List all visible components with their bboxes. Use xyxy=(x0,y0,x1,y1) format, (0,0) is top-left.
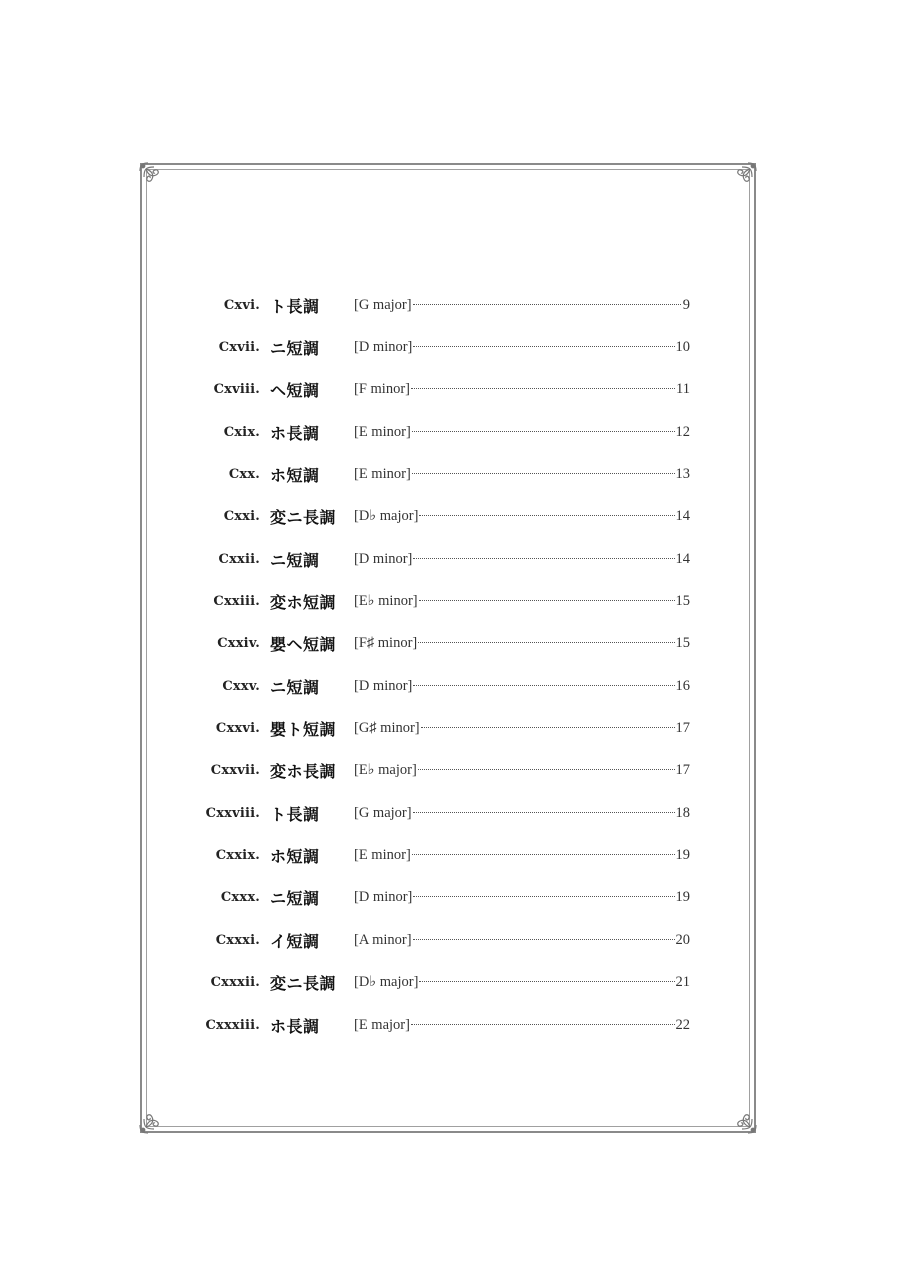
toc-entry-number: Cxxvii. xyxy=(210,763,260,779)
toc-entry-key-japanese: ト長調 xyxy=(270,804,320,824)
toc-entry-line xyxy=(354,847,690,864)
toc-entry-line xyxy=(354,424,690,441)
toc-entry-line xyxy=(354,1017,690,1034)
toc-entry-line xyxy=(354,762,690,779)
toc-entry-key-english: [E♭ major] xyxy=(354,762,417,779)
toc-entry-number: Cxxxiii. xyxy=(205,1017,260,1033)
dot-leader xyxy=(413,346,674,347)
toc-entry-key-japanese: ヘ短調 xyxy=(270,381,320,401)
dot-leader xyxy=(419,515,674,516)
toc-entry-key-english: [D minor] xyxy=(354,889,413,906)
toc-entry-page-number: 12 xyxy=(675,423,690,440)
toc-entry-key-japanese: ニ短調 xyxy=(270,339,320,359)
toc-entry-page-number: 15 xyxy=(675,593,690,610)
toc-entry-number: Cxxx. xyxy=(220,890,260,906)
toc-entry-key-english: [E minor] xyxy=(354,466,411,483)
toc-entry[interactable] xyxy=(190,750,690,792)
toc-entry-page-number: 21 xyxy=(675,974,690,991)
toc-entry-number: Cxxix. xyxy=(215,848,260,864)
toc-entry-line xyxy=(354,297,690,314)
toc-entry-key-english: [F♯ minor] xyxy=(354,635,418,652)
toc-entry[interactable] xyxy=(190,496,690,538)
toc-entry-key-japanese: 変ホ長調 xyxy=(270,762,337,782)
toc-entry-page-number: 17 xyxy=(675,720,690,737)
toc-entry-line xyxy=(354,889,690,906)
toc-entry-key-english: [E minor] xyxy=(354,423,411,440)
toc-entry-key-japanese: ニ短調 xyxy=(270,550,320,570)
toc-entry-key-japanese: 変ニ長調 xyxy=(270,974,337,994)
toc-entry-key-japanese: ホ短調 xyxy=(270,847,320,867)
toc-entry-page-number: 11 xyxy=(676,381,690,398)
toc-entry-key-japanese: 変ニ長調 xyxy=(270,508,337,528)
corner-ornament-icon xyxy=(724,1101,758,1135)
toc-entry-line xyxy=(354,551,690,568)
toc-entry-line xyxy=(354,635,690,652)
toc-entry-page-number: 9 xyxy=(682,296,690,313)
dot-leader xyxy=(419,600,675,601)
corner-ornament-icon xyxy=(724,161,758,195)
toc-entry[interactable] xyxy=(190,792,690,834)
toc-entry-number: Cxix. xyxy=(223,424,260,440)
corner-ornament-icon xyxy=(138,1101,172,1135)
toc-entry-number: Cxxv. xyxy=(222,678,260,694)
toc-entry-page-number: 16 xyxy=(675,677,690,694)
toc-entry-number: Cxxiii. xyxy=(213,594,260,610)
toc-entry-number: Cxxxi. xyxy=(215,932,260,948)
toc-entry[interactable] xyxy=(190,919,690,961)
dot-leader xyxy=(419,981,674,982)
toc-entry-page-number: 19 xyxy=(675,889,690,906)
toc-entry-number: Cxvi. xyxy=(223,297,260,313)
toc-entry-key-japanese: 変ホ短調 xyxy=(270,593,337,613)
toc-entry-key-english: [G♯ minor] xyxy=(354,720,420,737)
toc-entry[interactable] xyxy=(190,453,690,495)
toc-entry-key-english: [F minor] xyxy=(354,381,410,398)
toc-entry-key-japanese: ホ長調 xyxy=(270,1016,320,1036)
toc-entry-page-number: 18 xyxy=(675,804,690,821)
dot-leader xyxy=(413,939,675,940)
toc-entry[interactable] xyxy=(190,877,690,919)
toc-entry-key-english: [E♭ minor] xyxy=(354,593,418,610)
toc-entry[interactable] xyxy=(190,284,690,326)
toc-entry-number: Cxxiv. xyxy=(217,636,260,652)
toc-entry-line xyxy=(354,466,690,483)
toc-entry-number: Cxviii. xyxy=(213,382,260,398)
toc-entry[interactable] xyxy=(190,1004,690,1046)
toc-entry-page-number: 14 xyxy=(675,550,690,567)
corner-ornament-icon xyxy=(138,161,172,195)
table-of-contents xyxy=(190,284,690,1046)
toc-entry-line xyxy=(354,720,690,737)
toc-entry-key-english: [E major] xyxy=(354,1016,410,1033)
toc-entry-number: Cxxi. xyxy=(223,509,260,525)
dot-leader xyxy=(412,854,675,855)
toc-entry-key-english: [D♭ major] xyxy=(354,974,419,991)
toc-entry-line xyxy=(354,339,690,356)
toc-entry[interactable] xyxy=(190,665,690,707)
toc-entry-key-english: [D minor] xyxy=(354,550,413,567)
dot-leader xyxy=(413,896,674,897)
toc-entry[interactable] xyxy=(190,707,690,749)
dot-leader xyxy=(421,727,675,728)
toc-entry-key-english: [E minor] xyxy=(354,847,411,864)
toc-entry-page-number: 22 xyxy=(675,1016,690,1033)
toc-entry-page-number: 10 xyxy=(675,339,690,356)
toc-entry-number: Cxxxii. xyxy=(210,975,260,991)
toc-entry-key-english: [G major] xyxy=(354,296,412,313)
toc-entry-line xyxy=(354,593,690,610)
toc-entry-page-number: 15 xyxy=(675,635,690,652)
toc-entry-key-english: [A minor] xyxy=(354,931,412,948)
toc-entry-line xyxy=(354,508,690,525)
dot-leader xyxy=(412,431,675,432)
toc-entry-key-japanese: イ短調 xyxy=(270,931,320,951)
dot-leader xyxy=(413,304,681,305)
toc-entry-key-japanese: ニ短調 xyxy=(270,889,320,909)
toc-entry[interactable] xyxy=(190,538,690,580)
toc-entry-key-english: [G major] xyxy=(354,804,412,821)
toc-entry[interactable] xyxy=(190,369,690,411)
toc-entry-key-japanese: 嬰ト短調 xyxy=(270,720,337,740)
toc-entry-key-japanese: 嬰ヘ短調 xyxy=(270,635,337,655)
toc-entry-key-english: [D minor] xyxy=(354,339,413,356)
toc-entry-page-number: 13 xyxy=(675,466,690,483)
toc-entry[interactable] xyxy=(190,326,690,368)
toc-entry-line xyxy=(354,678,690,695)
toc-entry-line xyxy=(354,974,690,991)
toc-entry[interactable] xyxy=(190,411,690,453)
toc-entry-key-japanese: ホ長調 xyxy=(270,423,320,443)
toc-entry-number: Cxxviii. xyxy=(205,805,260,821)
dot-leader xyxy=(411,388,675,389)
toc-entry-page-number: 20 xyxy=(675,931,690,948)
toc-entry-number: Cxx. xyxy=(228,467,260,483)
toc-entry-number: Cxvii. xyxy=(218,340,260,356)
toc-entry-key-japanese: ト長調 xyxy=(270,296,320,316)
toc-entry[interactable] xyxy=(190,623,690,665)
dot-leader xyxy=(418,769,675,770)
dot-leader xyxy=(418,642,674,643)
dot-leader xyxy=(412,473,675,474)
dot-leader xyxy=(413,685,674,686)
dot-leader xyxy=(413,558,674,559)
toc-entry-page-number: 17 xyxy=(675,762,690,779)
toc-entry-key-english: [D minor] xyxy=(354,677,413,694)
toc-entry-page-number: 14 xyxy=(675,508,690,525)
toc-entry-key-japanese: ニ短調 xyxy=(270,677,320,697)
dot-leader xyxy=(413,812,675,813)
toc-entry-line xyxy=(354,381,690,398)
toc-entry-key-japanese: ホ短調 xyxy=(270,466,320,486)
toc-entry[interactable] xyxy=(190,834,690,876)
toc-entry-key-english: [D♭ major] xyxy=(354,508,419,525)
dot-leader xyxy=(411,1024,675,1025)
toc-entry-line xyxy=(354,932,690,949)
toc-entry[interactable] xyxy=(190,580,690,622)
toc-entry-line xyxy=(354,805,690,822)
toc-entry[interactable] xyxy=(190,962,690,1004)
toc-entry-page-number: 19 xyxy=(675,847,690,864)
toc-entry-number: Cxxii. xyxy=(218,551,260,567)
toc-entry-number: Cxxvi. xyxy=(215,721,260,737)
